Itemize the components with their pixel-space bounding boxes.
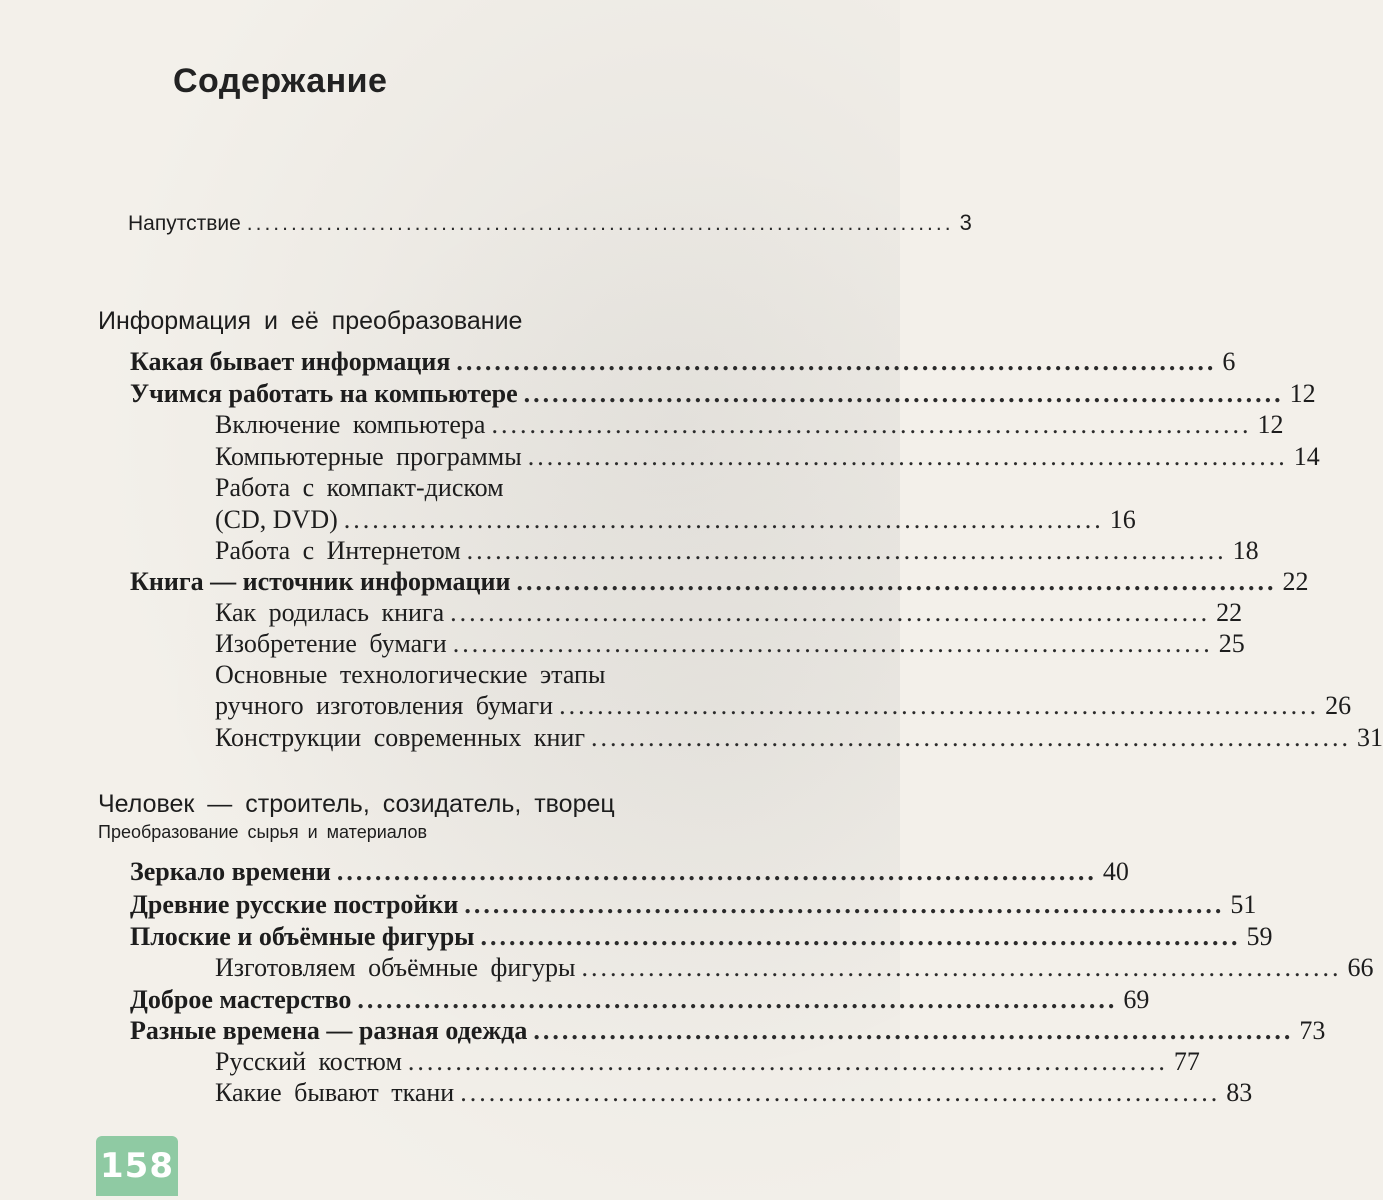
leader-dots: ................................................................................ bbox=[343, 505, 1104, 534]
leader-dots: ................................................................................ bbox=[523, 379, 1284, 408]
leader-dots: ................................................................................ bbox=[480, 922, 1241, 951]
section-heading: Человек — строитель, созидатель, творец bbox=[98, 790, 615, 818]
toc-entry[interactable] bbox=[215, 953, 1374, 983]
toc-entry-label: Учимся работать на компьютере bbox=[130, 379, 518, 408]
toc-entry[interactable] bbox=[130, 857, 1129, 887]
toc-entry-label: Разные времена — разная одежда bbox=[130, 1016, 528, 1045]
toc-entry-label: (CD, DVD) bbox=[215, 505, 338, 534]
leader-dots: ................................................................................ bbox=[533, 1016, 1294, 1045]
toc-entry-label: Какие бывают ткани bbox=[215, 1078, 455, 1107]
leader-dots: ................................................................................ bbox=[460, 1078, 1221, 1107]
toc-entry-label: Доброе мастерство bbox=[130, 985, 352, 1014]
section-subheading: Преобразование сырья и материалов bbox=[98, 822, 428, 842]
leader-dots: ................................................................................ bbox=[581, 953, 1342, 982]
section-heading: Информация и её преобразование bbox=[98, 307, 523, 335]
toc-entry[interactable] bbox=[130, 567, 1309, 597]
leader-dots: ................................................................................ bbox=[516, 567, 1277, 596]
toc-entry-label: Зеркало времени bbox=[130, 857, 331, 886]
toc-page-number: 69 bbox=[1123, 985, 1150, 1014]
toc-entry-label-line1: Работа с компакт-диском bbox=[215, 473, 504, 502]
toc-entry-intro[interactable] bbox=[128, 210, 972, 236]
toc-entry[interactable] bbox=[215, 442, 1320, 472]
toc-entry[interactable] bbox=[215, 1078, 1253, 1108]
toc-entry-label: Русский костюм bbox=[215, 1047, 402, 1076]
toc-page-number: 59 bbox=[1246, 922, 1273, 951]
toc-page-number: 25 bbox=[1218, 629, 1245, 658]
toc-page-number: 3 bbox=[959, 210, 972, 235]
toc-page-number: 12 bbox=[1289, 379, 1316, 408]
toc-entry[interactable] bbox=[130, 985, 1150, 1015]
leader-dots: ................................................................................ bbox=[456, 347, 1217, 376]
toc-entry-label: Плоские и объёмные фигуры bbox=[130, 922, 475, 951]
toc-page-number: 22 bbox=[1282, 567, 1309, 596]
toc-entry[interactable] bbox=[215, 536, 1259, 566]
toc-entry[interactable] bbox=[130, 347, 1236, 377]
leader-dots: ................................................................................ bbox=[407, 1047, 1168, 1076]
toc-page-number: 16 bbox=[1109, 505, 1136, 534]
toc-entry[interactable] bbox=[215, 1047, 1200, 1077]
toc-page-number: 26 bbox=[1325, 691, 1352, 720]
toc-entry-label: Напутствие bbox=[128, 212, 241, 235]
leader-dots: ................................................................................ bbox=[466, 536, 1227, 565]
page-number-badge: 158 bbox=[96, 1136, 178, 1196]
leader-dots: ................................................................................ bbox=[336, 857, 1097, 886]
toc-entry-label: Какая бывает информация bbox=[130, 347, 451, 376]
toc-entry[interactable] bbox=[215, 691, 1352, 721]
toc-page-number: 14 bbox=[1293, 442, 1320, 471]
toc-entry-label: Компьютерные программы bbox=[215, 442, 522, 471]
toc-entry[interactable] bbox=[215, 410, 1284, 440]
toc-page-number: 51 bbox=[1230, 890, 1257, 919]
leader-dots: ................................................................................ bbox=[559, 691, 1320, 720]
toc-page-number: 18 bbox=[1232, 536, 1259, 565]
toc-entry[interactable] bbox=[215, 629, 1245, 659]
toc-entry-label: Работа с Интернетом bbox=[215, 536, 461, 565]
toc-entry-label: Изготовляем объёмные фигуры bbox=[215, 953, 576, 982]
toc-entry-label: ручного изготовления бумаги bbox=[215, 691, 554, 720]
toc-page-number: 6 bbox=[1222, 347, 1236, 376]
leader-dots: ................................................................................ bbox=[452, 629, 1213, 658]
toc-entry[interactable] bbox=[130, 379, 1316, 409]
page-title: Содержание bbox=[173, 62, 388, 100]
toc-entry[interactable] bbox=[215, 598, 1243, 628]
toc-page-number: 77 bbox=[1173, 1047, 1200, 1076]
toc-entry-label: Древние русские постройки bbox=[130, 890, 459, 919]
toc-page-number: 83 bbox=[1226, 1078, 1253, 1107]
leader-dots: ................................................................................ bbox=[527, 442, 1288, 471]
toc-page-number: 66 bbox=[1347, 953, 1374, 982]
leader-dots: ................................................................................ bbox=[357, 985, 1118, 1014]
toc-page-number: 31 bbox=[1356, 723, 1383, 752]
toc-page-number: 12 bbox=[1257, 410, 1284, 439]
toc-entry-label: Как родилась книга bbox=[215, 598, 445, 627]
toc-entry[interactable] bbox=[215, 505, 1136, 535]
toc-entry-label: Конструкции современных книг bbox=[215, 723, 585, 752]
leader-dots: ................................................................................ bbox=[491, 410, 1252, 439]
toc-entry-label: Книга — источник информации bbox=[130, 567, 511, 596]
leader-dots: ................................................................................ bbox=[246, 212, 954, 235]
toc-page-number: 22 bbox=[1216, 598, 1243, 627]
toc-entry[interactable] bbox=[130, 922, 1273, 952]
leader-dots: ................................................................................ bbox=[450, 598, 1211, 627]
toc-entry-label-line1: Основные технологические этапы bbox=[215, 660, 606, 689]
toc-page-number: 40 bbox=[1102, 857, 1129, 886]
leader-dots: ................................................................................ bbox=[590, 723, 1351, 752]
toc-entry[interactable] bbox=[130, 1016, 1326, 1046]
toc-entry-label: Изобретение бумаги bbox=[215, 629, 447, 658]
toc-page-number: 73 bbox=[1299, 1016, 1326, 1045]
toc-entry-label: Включение компьютера bbox=[215, 410, 486, 439]
toc-entry[interactable] bbox=[215, 723, 1383, 753]
leader-dots: ................................................................................ bbox=[464, 890, 1225, 919]
toc-entry[interactable] bbox=[130, 890, 1257, 920]
